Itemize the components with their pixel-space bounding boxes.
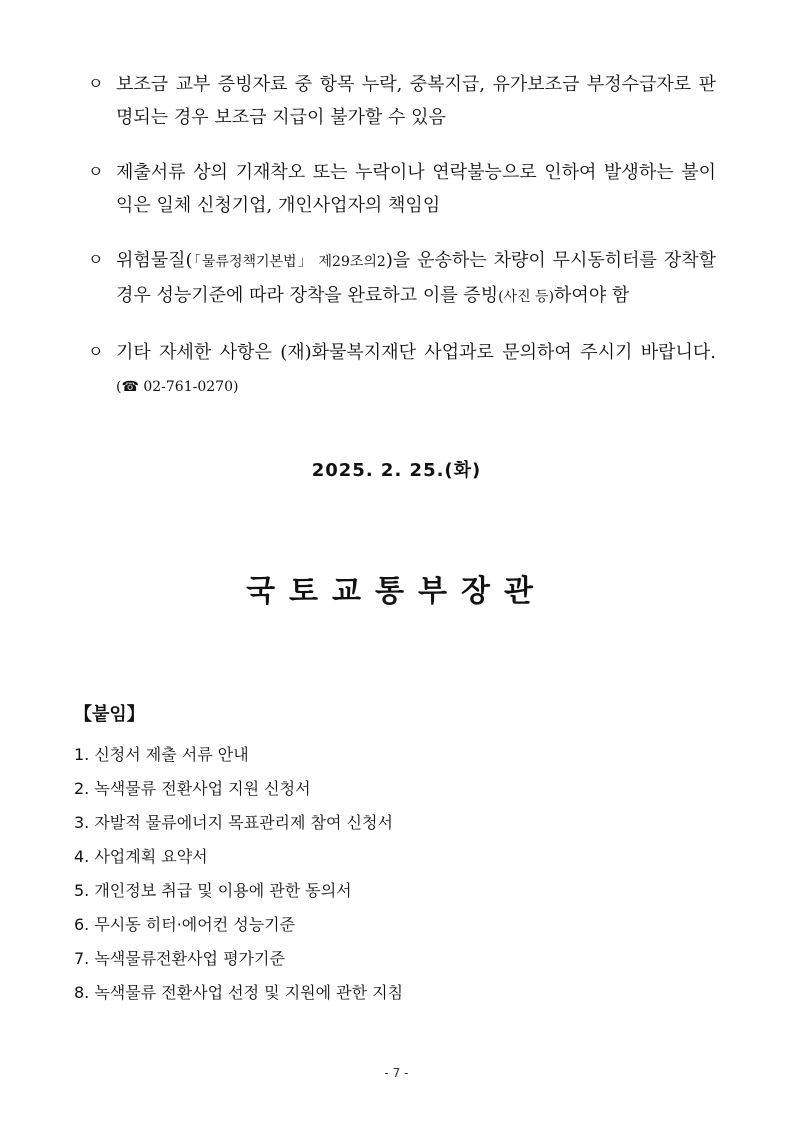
note-text-part: 위험물질(	[116, 250, 193, 271]
note-item	[88, 68, 716, 134]
notice-list	[88, 68, 716, 426]
note-text-part: 하여야 함	[554, 285, 630, 306]
attachment-item: 2. 녹색물류 전환사업 지원 신청서	[74, 779, 311, 798]
note-text: 제출서류 상의 기재착오 또는 누락이나 연락불능으로 인하여 발생하는 불이익은 일체 신청기업, 개인사업자의 책임임	[116, 162, 716, 216]
note-text: 보조금 교부 증빙자료 중 항목 누락, 중복지급, 유가보조금 부정수급자로 판명되는 경우 보조금 지급이 불가할 수 있음	[116, 74, 716, 128]
attachment-item: 7. 녹색물류전환사업 평가기준	[74, 949, 285, 968]
phone-number: (☎ 02-761-0270)	[116, 379, 239, 395]
attachment-item: 8. 녹색물류 전환사업 선정 및 지원에 관한 지침	[74, 983, 404, 1002]
note-item	[88, 336, 716, 404]
note-item	[88, 156, 716, 222]
note-text	[116, 244, 716, 314]
attachments-title: 【붙임】	[74, 704, 145, 725]
bullet-marker: ㅇ	[88, 162, 104, 181]
attachment-item: 6. 무시동 히터·에어컨 성능기준	[74, 915, 296, 934]
note-text-part: )을 운송하는 차량이 무시동히터를 장착할 경우 성능기준에 따라 장착을 완료하고 이를 증빙	[116, 250, 716, 306]
note-text	[116, 336, 716, 404]
page-number: - 7 -	[384, 1066, 409, 1080]
attachment-item: 5. 개인정보 취급 및 이용에 관한 동의서	[74, 881, 352, 900]
photo-note: (사진 등)	[498, 289, 555, 305]
attachment-item: 3. 자발적 물류에너지 목표관리제 참여 신청서	[74, 813, 393, 832]
document-date: 2025. 2. 25.(화)	[311, 460, 482, 481]
note-item	[88, 244, 716, 314]
attachment-item: 1. 신청서 제출 서류 안내	[74, 745, 249, 764]
attachment-item: 4. 사업계획 요약서	[74, 847, 208, 866]
bullet-marker: ㅇ	[88, 74, 104, 93]
note-text-part: 기타 자세한 사항은 (재)화물복지재단 사업과로 문의하여 주시기 바랍니다.	[116, 342, 716, 363]
bullet-marker: ㅇ	[88, 342, 104, 361]
attachments-section	[74, 700, 734, 1010]
issuer-title: 국토교통부장관	[246, 574, 547, 609]
law-reference: 「물류정책기본법」 제29조의2	[192, 254, 386, 270]
bullet-marker: ㅇ	[88, 250, 104, 269]
